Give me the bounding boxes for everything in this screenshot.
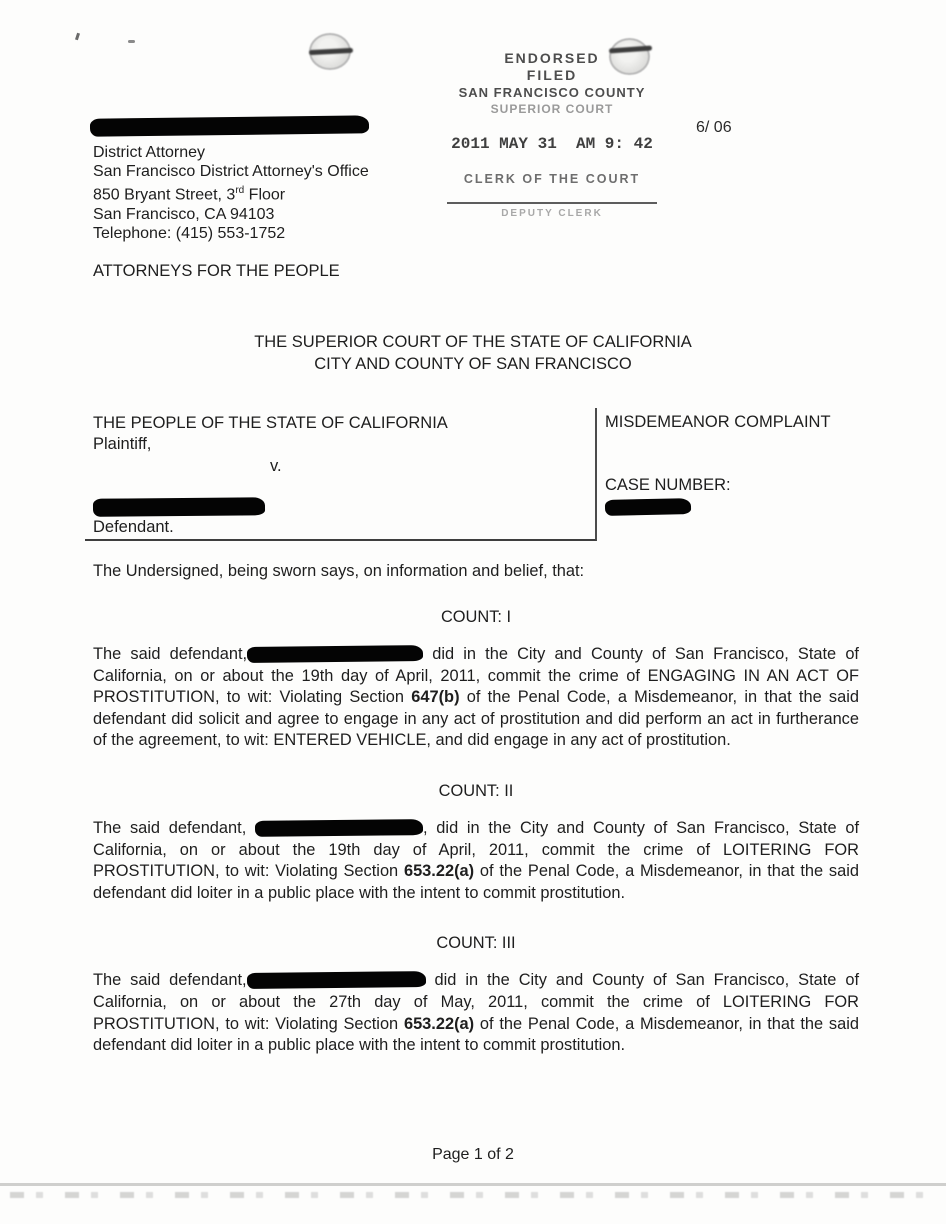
- stamp-county-line: SAN FRANCISCO COUNTY: [458, 85, 646, 100]
- count-2-heading: COUNT: II: [438, 781, 514, 800]
- count-3-heading: COUNT: III: [436, 934, 516, 953]
- court-heading-line2: CITY AND COUNTY OF SAN FRANCISCO: [314, 355, 632, 373]
- court-heading: [0, 331, 946, 375]
- redaction-bar-defendant-name: [247, 645, 423, 663]
- filed-stamp: [432, 50, 672, 222]
- attorney-street: 850 Bryant Street, 3rd Floor: [93, 185, 286, 204]
- sworn-statement: The Undersigned, being sworn says, on information and belief, that:: [93, 562, 585, 580]
- defendant-label: Defendant.: [93, 518, 174, 536]
- versus-label: v.: [270, 457, 282, 475]
- count-1-heading: COUNT: I: [440, 608, 512, 626]
- page-number-footer: Page 1 of 2: [432, 1146, 514, 1163]
- stamp-datetime: 2011 MAY 31 AM 9: 42: [451, 135, 653, 153]
- attorney-city-line: San Francisco, CA 94103: [93, 205, 275, 223]
- redaction-bar-case-number: [605, 498, 691, 516]
- stamp-deputy-clerk-line: DEPUTY CLERK: [501, 208, 603, 219]
- stray-ink-mark: [128, 40, 135, 43]
- attorneys-for-the-people-line: ATTORNEYS FOR THE PEOPLE: [93, 262, 340, 280]
- case-caption: [85, 408, 875, 541]
- caption-title-cell: [605, 413, 870, 515]
- complaint-body: [93, 562, 859, 1057]
- penal-code-section: 653.22(a): [403, 1014, 475, 1033]
- redaction-bar-defendant-name: [255, 819, 423, 837]
- redaction-bar-attorney-name: [90, 115, 369, 136]
- penal-code-section: 647(b): [411, 688, 460, 707]
- plaintiff-name: THE PEOPLE OF THE STATE OF CALIFORNIA: [93, 414, 448, 432]
- document-title: MISDEMEANOR COMPLAINT: [605, 413, 831, 431]
- stamp-superior-court-line: SUPERIOR COURT: [490, 102, 614, 116]
- count-3-paragraph: The said defendant, did in the City and County of San Francisco, State of California, on or about the 27th day of May, 2011, commit the crime of LOITERING FOR PROSTITUTION, to wit: Violating Section 653.22(a) of the Penal Code, a Misdemeanor, in that the said defendant did loiter in a public place with the intent to commit prostitution.: [93, 971, 859, 1055]
- plaintiff-label: Plaintiff,: [93, 435, 152, 453]
- case-number-label: CASE NUMBER:: [605, 476, 731, 494]
- stamp-endorsed-line: ENDORSED: [504, 50, 600, 66]
- hole-punch-smudge: [309, 33, 351, 70]
- stray-ink-mark: [75, 33, 80, 41]
- caption-parties-cell: [85, 408, 597, 541]
- stamp-filed-line: FILED: [526, 67, 578, 83]
- ordinal-superscript: rd: [235, 185, 245, 197]
- penal-code-section: 653.22(a): [403, 862, 475, 881]
- attorney-title: District Attorney: [93, 144, 206, 161]
- count-1-paragraph: The said defendant, did in the City and County of San Francisco, State of California, on or about the 19th day of April, 2011, commit the crime of ENGAGING IN AN ACT OF PROSTITUTION, to wit: Violating Section 647(b) of the Penal Code, a Misdemeanor, in that the said defendant did solicit and agree to engage in any act of prostitution and did perform an act in furtherance of the agreement, to wit: ENTERED VEHICLE, and did engage in any act of prostitution.: [93, 645, 859, 750]
- attorney-office: San Francisco District Attorney's Office: [93, 163, 369, 181]
- court-heading-line1: THE SUPERIOR COURT OF THE STATE OF CALIFORNIA: [254, 333, 692, 351]
- stamp-clerk-line: CLERK OF THE COURT: [463, 172, 641, 186]
- scan-page-number: 6/ 06: [696, 119, 732, 136]
- redaction-bar-defendant-name: [93, 497, 265, 517]
- attorney-address-block: [93, 143, 369, 243]
- scan-edge-speckles: [10, 1192, 940, 1198]
- redaction-bar-defendant-name: [247, 971, 426, 989]
- stamp-signature-line: [447, 202, 657, 204]
- scan-edge-line: [0, 1183, 946, 1186]
- attorney-phone-line: Telephone: (415) 553-1752: [93, 225, 286, 243]
- count-2-paragraph: The said defendant, , did in the City and County of San Francisco, State of California, on or about the 19th day of April, 2011, commit the crime of LOITERING FOR PROSTITUTION, to wit: Violating Section 653.22(a) of the Penal Code, a Misdemeanor, in that the said defendant did loiter in a public place with the intent to commit prostitution.: [93, 818, 859, 902]
